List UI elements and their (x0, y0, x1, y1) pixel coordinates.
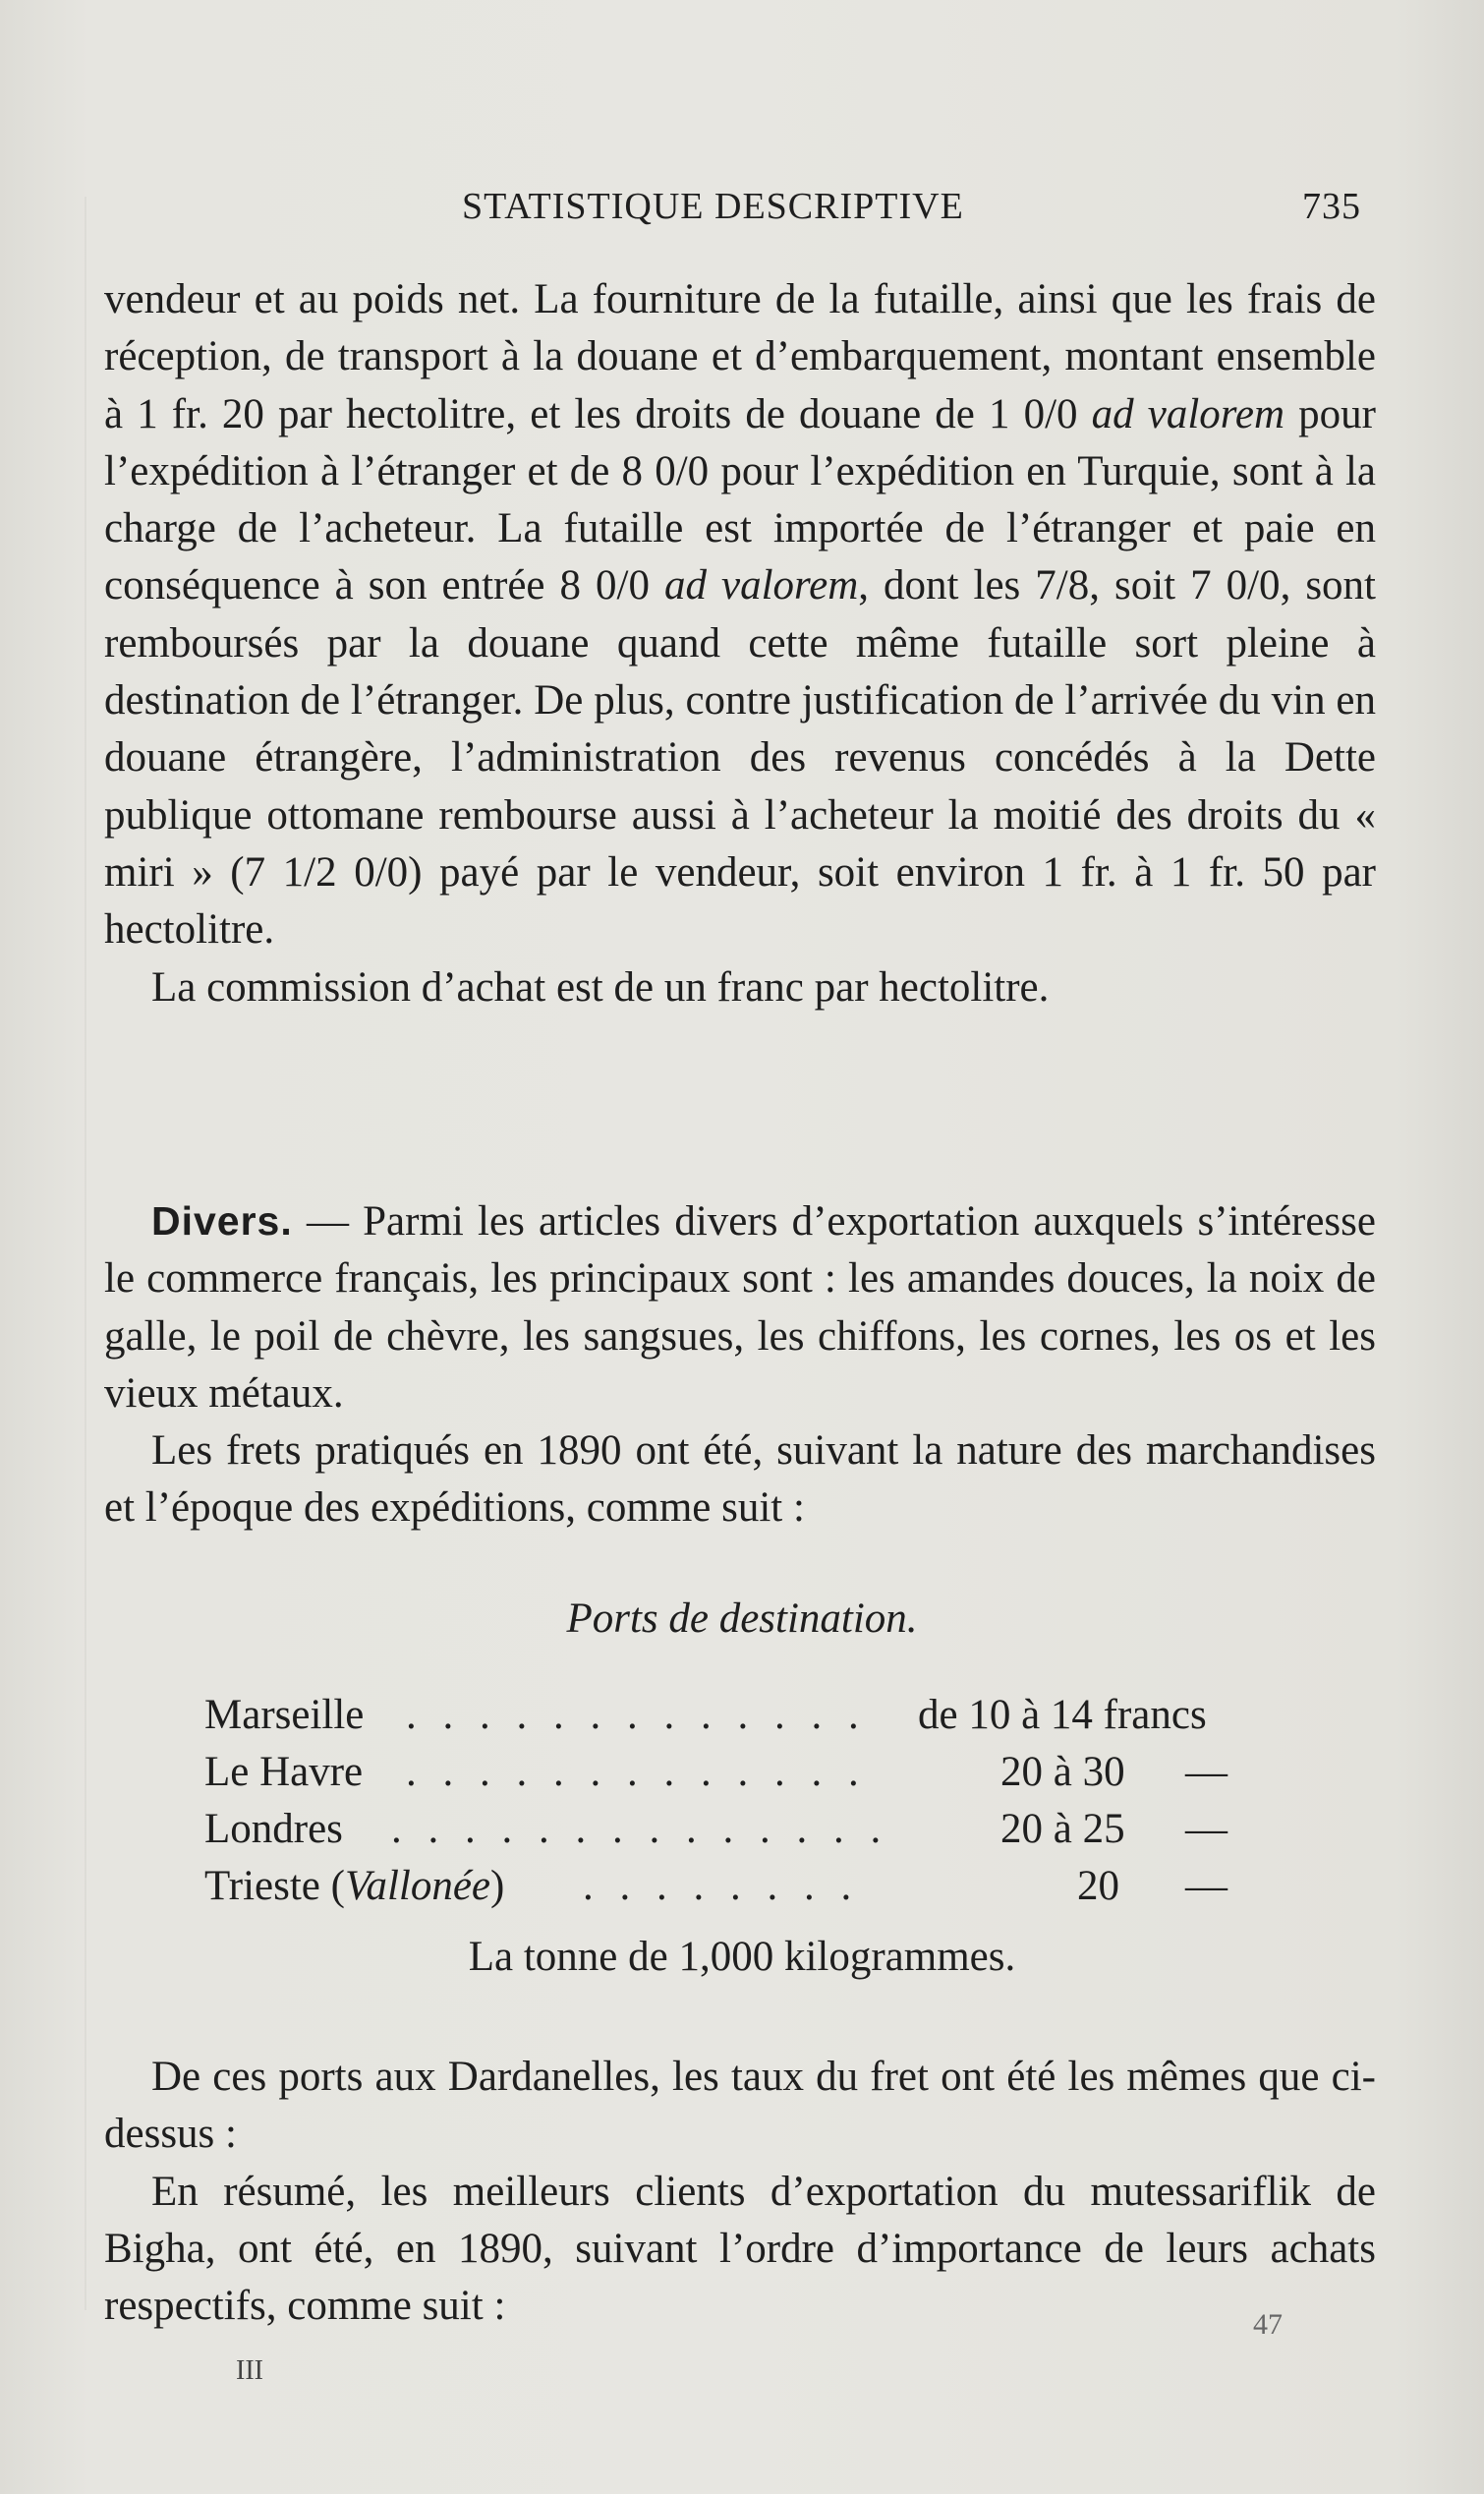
percent-sign: 0/0 (655, 447, 710, 494)
ditto-mark: — (1185, 1863, 1227, 1909)
ports-table-title: Ports de destination. (566, 1595, 918, 1642)
table-note: La tonne de 1,000 kilogrammes. (468, 1934, 1016, 1980)
text-run: , sont remboursés par la douane quand cette même futaille sort pleine à destination de l’étranger. De plus, contre justification de l’arrivée du vin en douane étrangère, l’administration des revenus concédés à la Dette publique ottomane rembourse aussi à l’acheteur la moitié des droits du « miri » (7 1/2 (104, 562, 1376, 896)
port-name: Londres (204, 1806, 343, 1852)
ditto-mark: — (1185, 1749, 1227, 1795)
paragraph-divers (104, 1192, 1376, 1422)
paragraph-wine-costs (104, 271, 1376, 959)
table-row (204, 1748, 1315, 1805)
margin-shadow (85, 197, 86, 2310)
paragraph-freights: Les frets pratiqués en 1890 ont été, suivant la nature des marchandises et l’époque des expéditions, comme suit : (104, 1427, 1376, 1532)
wine-paragraph-block (104, 271, 1376, 1016)
table-row (204, 1805, 1315, 1862)
section-heading-divers: Divers. (151, 1198, 293, 1244)
italic-ad-valorem: ad valorem (663, 562, 859, 609)
leader-dots: . . . . . . . . . . . . . (406, 1749, 867, 1795)
ports-table (204, 1691, 1315, 1919)
ditto-mark: — (1185, 1806, 1227, 1852)
percent-sign: 0/0 (354, 848, 409, 896)
rate-value: 20 (1077, 1863, 1119, 1909)
divers-section (104, 1192, 1376, 1537)
text-run: — Parmi les articles divers d’exportation auxquels s’intéresse le commerce français, les principaux sont : les amandes douces, la noix de galle, le poil de chèvre, les sangsues, les chiffons, les cornes, les os et les vieux métaux. (104, 1198, 1376, 1417)
running-title: STATISTIQUE DESCRIPTIVE (462, 186, 964, 227)
port-name (204, 1862, 504, 1910)
rate-value: 20 à 25 (1000, 1806, 1125, 1852)
text-run: , dont les 7/8, soit 7 (858, 562, 1227, 609)
text-run: pour l’expédition en Turquie, sont à la charge de l’acheteur. La futaille est importée de l’étranger et paie en conséquence à son entrée 8 (104, 447, 1377, 609)
paragraph-commission: La commission d’achat est de un franc par hectolitre. (151, 963, 1050, 1011)
page-number: 735 (1302, 186, 1361, 227)
rate-value: de 10 à 14 francs (918, 1692, 1207, 1738)
table-row (204, 1691, 1315, 1748)
text-run: ) payé par le vendeur, soit environ 1 fr. à 1 fr. 50 par hectolitre. (104, 848, 1376, 954)
percent-sign: 0/0 (1226, 562, 1281, 609)
text-run: vendeur et au poids net. La fourniture de la futaille, ainsi que les frais de réception, de transport à la douane et d’embarquement, montant ensemble à 1 fr. 20 par hectolitre, et les droits de douane de 1 (104, 276, 1376, 437)
page-header (0, 185, 1484, 236)
percent-sign: 0/0 (1023, 390, 1078, 437)
port-name-text: Trieste ( (204, 1863, 345, 1909)
leader-dots: . . . . . . . . (583, 1863, 860, 1909)
port-name-text: ) (490, 1863, 505, 1909)
text-run: pour l’expédition à l’étranger et de 8 (104, 390, 1376, 494)
paragraph-summary: En résumé, les meilleurs clients d’exportation du mutessariflik de Bigha, ont été, en 1890, suivant l’ordre d’importance de leurs achats respectifs, comme suit : (104, 2168, 1376, 2330)
italic-ad-valorem: ad valorem (1091, 390, 1285, 437)
printer-signature: III (236, 2355, 263, 2386)
table-row (204, 1862, 1315, 1919)
port-name-italic: Vallonée (344, 1863, 491, 1909)
port-name: Marseille (204, 1692, 365, 1738)
rate-value: 20 à 30 (1000, 1749, 1125, 1795)
percent-sign: 0/0 (596, 562, 650, 609)
leader-dots: . . . . . . . . . . . . . . (391, 1806, 889, 1852)
signature-mark: 47 (1253, 2308, 1283, 2341)
leader-dots: . . . . . . . . . . . . . (406, 1692, 867, 1738)
paragraph-dardanelles: De ces ports aux Dardanelles, les taux du fret ont été les mêmes que ci-dessus : (104, 2054, 1376, 2158)
summary-section (104, 2049, 1376, 2335)
port-name: Le Havre (204, 1749, 364, 1795)
